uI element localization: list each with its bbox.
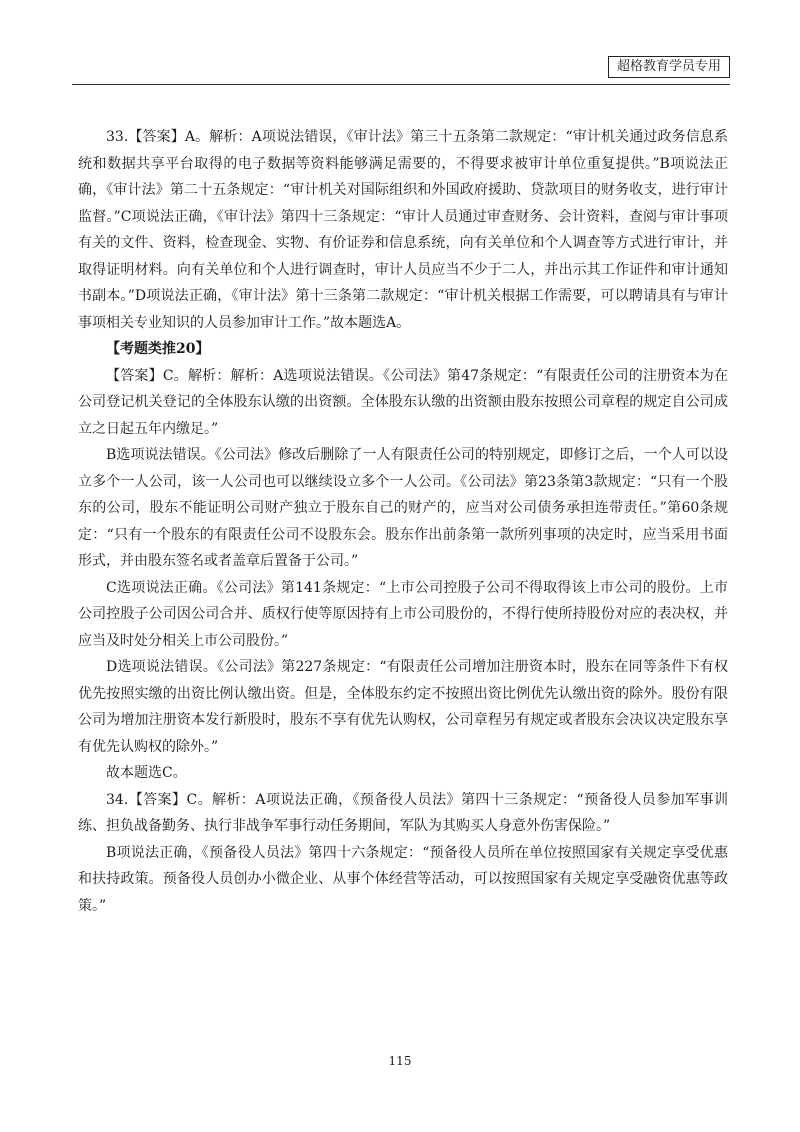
answer-34-paragraph: 34.【答案】C。解析：A项说法正确，《预备役人员法》第四十三条规定：“预备役人员参加军事训练、担负战备勤务、执行非战争军事行动任务期间，军队为其购买人身意外伤害保险。” (78, 791, 728, 834)
option-b-paragraph: B选项说法错误。《公司法》修改后删除了一人有限责任公司的特别规定，即修订之后，一个人可以设立多个一人公司，该一人公司也可以继续设立多个一人公司。《公司法》第23条第3款规定：“只有一个股东的公司，股东不能证明公司财产独立于股东自己的财产的，应当对公司债务承担连带责任。”第60条规定：“只有一个股东的有限责任公司不设股东会。股东作出前条第一款所列事项的决定时，应当采用书面形式，并由股东签名或者盖章后置备于公司。” (78, 447, 728, 569)
option-d-paragraph: D选项说法错误。《公司法》第227条规定：“有限责任公司增加注册资本时，股东在同等条件下有权优先按照实缴的出资比例认缴出资。但是，全体股东约定不按照出资比例优先认缴出资的除外。股份有限公司为增加注册资本发行新股时，股东不享有优先认购权，公司章程另有规定或者股东会决议决定股东享有优先认购权的除外。” (78, 659, 728, 755)
answer-20-paragraph: 【答案】C。解析：解析：A选项说法错误。《公司法》第47条规定：“有限责任公司的注册资本为在公司登记机关登记的全体股东认缴的出资额。全体股东认缴的出资额由股东按照公司章程的规定自公司成立之日起五年内缴足。” (78, 367, 728, 437)
header-divider (72, 84, 730, 85)
page-number: 115 (388, 1054, 412, 1068)
header-tag: 超格教育学员专用 (608, 56, 730, 78)
section-heading: 【考题类推20】 (106, 341, 210, 357)
answer-33-paragraph: 33.【答案】A。解析：A项说法错误，《审计法》第三十五条第二款规定：“审计机关通过政务信息系统和数据共享平台取得的电子数据等资料能够满足需要的，不得要求被审计单位重复提供。”B项说法正确，《审计法》第二十五条规定：“审计机关对国际组织和外国政府援助、贷款项目的财务收支，进行审计监督。”C项说法正确，《审计法》第四十三条规定：“审计人员通过审查财务、会计资料，查阅与审计事项有关的文件、资料，检查现金、实物、有价证券和信息系统，向有关单位和个人调查等方式进行审计，并取得证明材料。向有关单位和个人进行调查时，审计人员应当不少于二人，并出示其工作证件和审计通知书副本。”D项说法正确，《审计法》第十三条第二款规定：“审计机关根据工作需要，可以聘请具有与审计事项相关专业知识的人员参加审计工作。”故本题选A。 (78, 129, 728, 331)
document-body (78, 124, 728, 919)
answer-34-option-b-paragraph: B项说法正确，《预备役人员法》第四十六条规定：“预备役人员所在单位按照国家有关规定享受优惠和扶持政策。预备役人员创办小微企业、从事个体经营等活动，可以按照国家有关规定享受融资优惠等政策。” (78, 844, 728, 914)
option-c-paragraph: C选项说法正确。《公司法》第141条规定：“上市公司控股子公司不得取得该上市公司的股份。上市公司控股子公司因公司合并、质权行使等原因持有上市公司股份的，不得行使所持股份对应的表决权，并应当及时处分相关上市公司股份。” (78, 579, 728, 649)
conclusion-paragraph: 故本题选C。 (106, 765, 187, 781)
